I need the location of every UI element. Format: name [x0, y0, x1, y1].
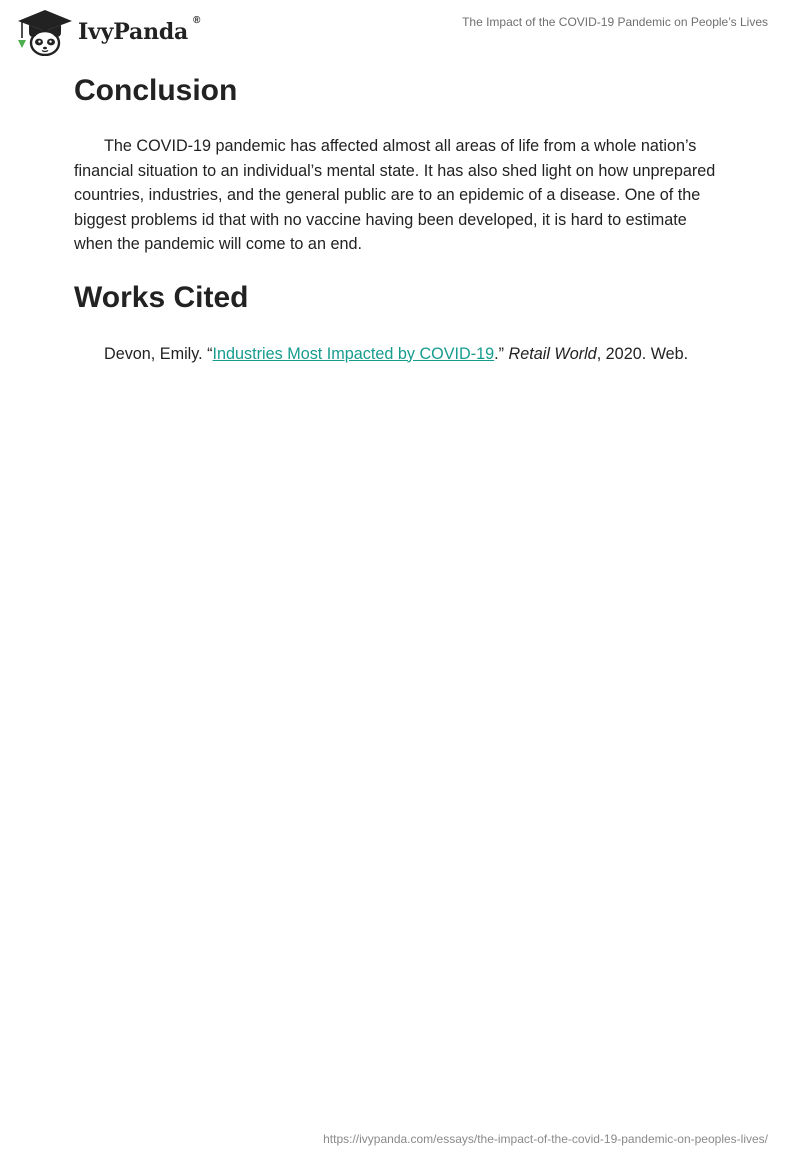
document-title: The Impact of the COVID-19 Pandemic on People’s Lives: [462, 15, 768, 29]
works-cited-heading: Works Cited: [74, 280, 249, 314]
ivypanda-logo[interactable]: [14, 8, 201, 56]
conclusion-paragraph: The COVID-19 pandemic has affected almost all areas of life from a whole nation’s financial situation to an individual’s mental state. It has also shed light on how unprepared countries, industries, and the general public are to an epidemic of a disease. One of the biggest problems id that with no vaccine having been developed, it is hard to estimate when the pandemic will come to an end.: [74, 137, 716, 253]
brand-name: [78, 15, 201, 45]
citation-link[interactable]: Industries Most Impacted by COVID-19: [212, 344, 495, 363]
citation-after-link: .”: [494, 344, 509, 363]
citation-entry: [104, 342, 724, 367]
page-header: [0, 0, 800, 64]
citation-author: Devon, Emily. “: [104, 344, 213, 363]
panda-graduate-icon: [14, 8, 76, 56]
citation-tail: , 2020. Web.: [596, 344, 689, 363]
essay-content: [74, 72, 724, 366]
citation-source: Retail World: [508, 344, 597, 363]
registered-mark: ®: [192, 15, 201, 26]
footer-url[interactable]: https://ivypanda.com/essays/the-impact-of-the-covid-19-pandemic-on-peoples-lives/: [323, 1132, 768, 1146]
brand-name-text: IvyPanda: [78, 19, 189, 45]
conclusion-heading: Conclusion: [74, 74, 238, 107]
